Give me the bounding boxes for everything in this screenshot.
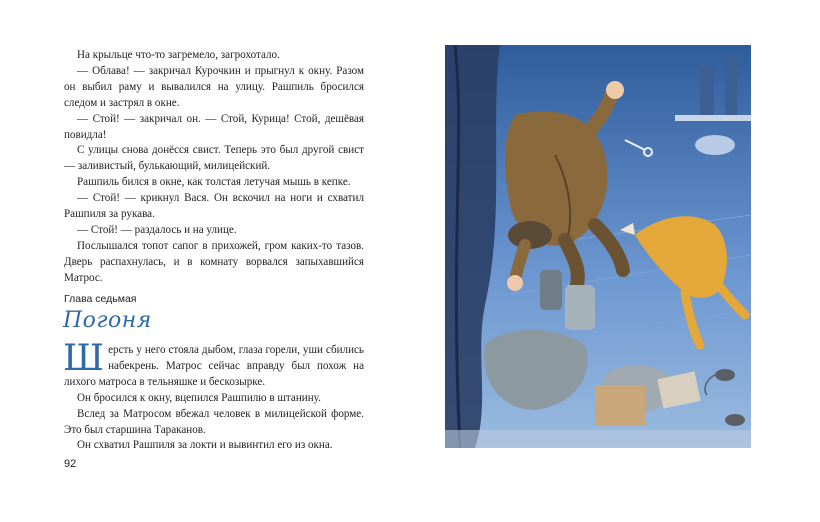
paragraph: Послышался топот сапог в прихожей, гром каких-то тазов. Дверь распахнулась, и в комнату ворвался запыхавшийся Матрос. xyxy=(64,239,364,284)
paragraph: — Стой! — крикнул Вася. Он вскочил на ноги и схватил Рашпиля за рукава. xyxy=(64,192,364,221)
chapter-label: Глава седьмая xyxy=(64,293,137,305)
paragraph: С улицы снова донёсся свист. Теперь это был другой свист — заливистый, булькающий, милицейский. xyxy=(64,144,364,173)
illustration xyxy=(445,45,751,448)
page-number: 92 xyxy=(64,458,77,470)
paragraph: — Облава! — закричал Курочкин и прыгнул к окну. Разом он выбил раму и вывалился на улицу. Рашпиль бросился следом и застрял в окне. xyxy=(64,64,364,109)
top-text-block xyxy=(64,48,364,287)
paragraph: Он бросился к окну, вцепился Рашпилю в штанину. xyxy=(77,391,321,404)
chapter-title: Погоня xyxy=(63,308,152,333)
paragraph: Вслед за Матросом вбежал человек в милицейской форме. Это был старшина Тараканов. xyxy=(64,407,364,436)
paragraph: На крыльце что-то загремело, загрохотало. xyxy=(77,49,280,61)
drop-cap: Ш xyxy=(63,338,105,379)
paragraph: Он схватил Рашпиля за локти и вывинтил его из окна. xyxy=(77,439,333,452)
paragraph: Рашпиль бился в окне, как толстая летучая мышь в кепке. xyxy=(77,176,351,189)
paragraph: — Стой! — раздалось и на улице. xyxy=(77,223,237,236)
first-paragraph-text: ерсть у него стояла дыбом, глаза горели, уши сбились набекрень. Матрос сейчас вправду был похож на лихого матроса в тельняшке и бескозырке. xyxy=(64,344,364,388)
first-paragraph xyxy=(63,338,364,391)
chapter-text-block xyxy=(63,338,364,454)
paragraph: — Стой! — закричал он. — Стой, Курица! Стой, дешёвая повидла! xyxy=(64,112,364,141)
illustration-art xyxy=(445,45,751,448)
